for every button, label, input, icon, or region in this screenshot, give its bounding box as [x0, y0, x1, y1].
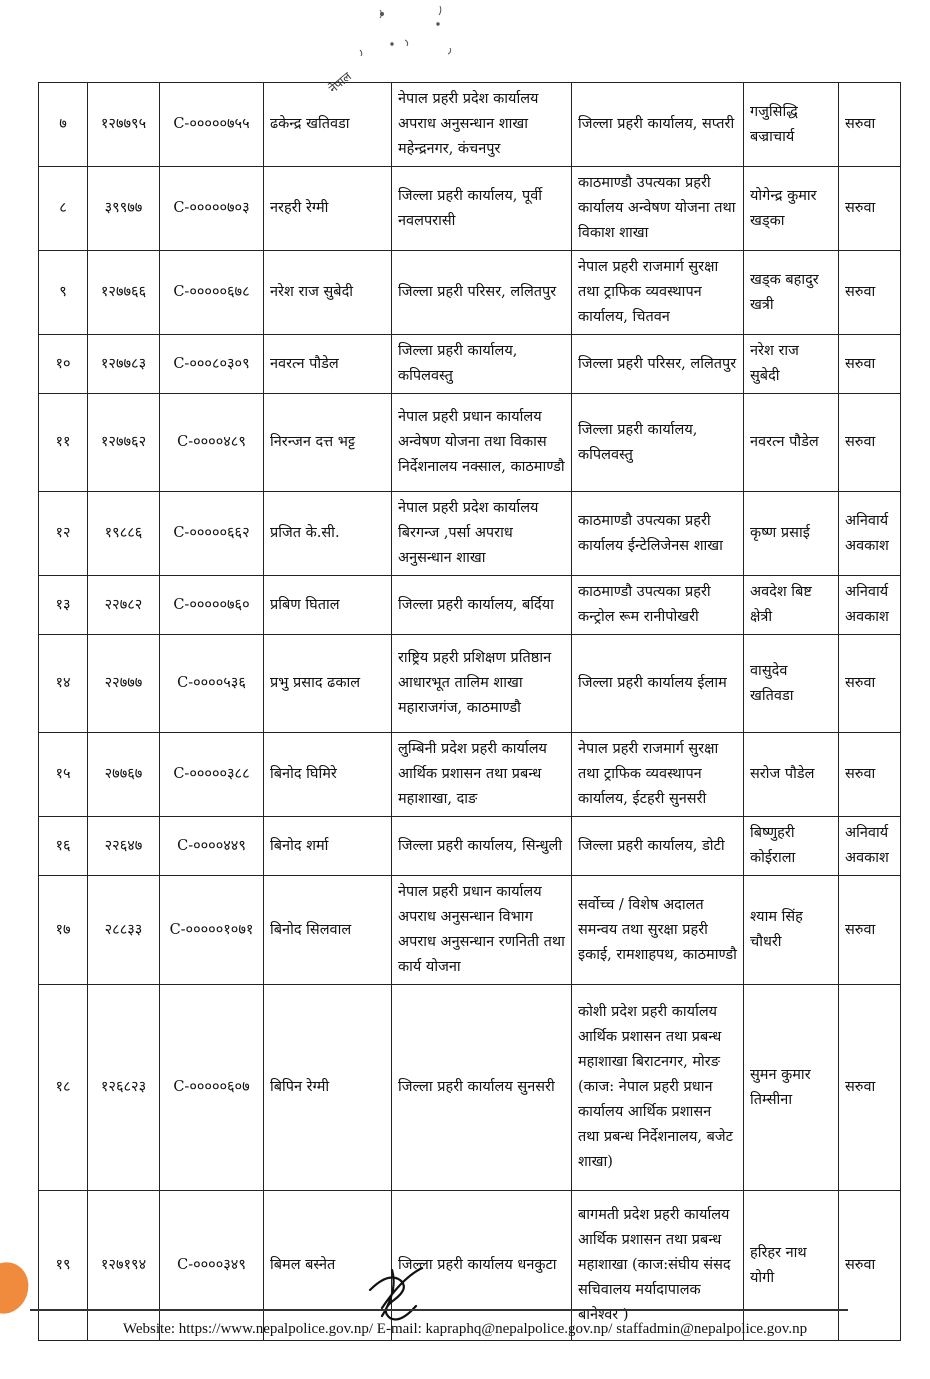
id-number-cell [88, 985, 160, 1191]
code-cell-text: C-००००४८९ [177, 434, 246, 450]
new-office-cell-text: नेपाल प्रहरी राजमार्ग सुरक्षा तथा ट्राफिक व्यवस्थापन कार्यालय, चितवन [578, 259, 719, 325]
new-office-cell [572, 635, 744, 733]
name-cell [264, 83, 392, 167]
status-cell-text: सरुवा [845, 675, 876, 691]
code-cell-text: C-०००००६६२ [173, 525, 250, 541]
replacement-cell-text: नरेश राज सुबेदी [750, 343, 799, 384]
stamp-text: नेपाल [326, 69, 355, 96]
code-cell-text: C-०००००७६० [173, 596, 250, 613]
assignment-note: (काज:संघीय संसद सचिवालय मर्यादापालक बानेश्वर ) [578, 1257, 731, 1323]
status-cell-text: सरुवा [845, 434, 876, 450]
new-office-cell [572, 335, 744, 394]
name-cell-text: प्रबिण घिताल [270, 596, 340, 613]
replacement-cell-text: नवरत्न पौडेल [750, 434, 819, 450]
current-office-cell-text: नेपाल प्रहरी प्रधान कार्यालय अन्वेषण योजना तथा विकास निर्देशनालय नक्साल, काठमाण्डौ [398, 409, 565, 475]
new-office-cell [572, 733, 744, 817]
status-cell [839, 576, 901, 635]
current-office-cell [392, 83, 572, 167]
table-row [39, 733, 901, 817]
name-cell-text: नरहरी रेग्मी [270, 200, 329, 216]
serial-cell-text: १८ [55, 1079, 71, 1095]
current-office-cell-text: जिल्ला प्रहरी कार्यालय, सिन्धुली [398, 837, 563, 854]
serial-cell-text: ८ [59, 200, 67, 216]
id-number-cell-text: २७७६७ [104, 766, 143, 782]
replacement-cell-text: योगेन्द्र कुमार खड्का [750, 187, 817, 229]
id-number-cell [88, 167, 160, 251]
id-number-cell [88, 492, 160, 576]
name-cell-text: प्रभु प्रसाद ढकाल [270, 675, 361, 691]
serial-cell [39, 335, 88, 394]
serial-cell-text: १६ [55, 837, 71, 854]
status-cell-text: सरुवा [845, 766, 876, 782]
table-row [39, 817, 901, 876]
current-office-cell-text: जिल्ला प्रहरी कार्यालय, बर्दिया [398, 596, 554, 613]
status-cell-text: सरुवा [845, 1079, 876, 1095]
code-cell [160, 335, 264, 394]
replacement-cell [744, 83, 839, 167]
status-cell [839, 985, 901, 1191]
status-cell [839, 492, 901, 576]
name-cell [264, 394, 392, 492]
table-row [39, 83, 901, 167]
new-office-cell [572, 492, 744, 576]
id-number-cell-text: ३९९७७ [104, 200, 143, 216]
new-office-cell [572, 167, 744, 251]
name-cell [264, 251, 392, 335]
new-office-cell [572, 576, 744, 635]
id-number-cell [88, 733, 160, 817]
assignment-note: (काज: नेपाल प्रहरी प्रधान कार्यालय आर्थिक प्रशासन तथा प्रबन्ध निर्देशनालय, बजेट शाखा) [578, 1079, 733, 1170]
code-cell-text: C-०००००७०३ [173, 200, 250, 216]
current-office-cell [392, 876, 572, 985]
transfer-table [38, 82, 901, 1341]
name-cell-text: नवरत्न पौडेल [270, 355, 339, 372]
code-cell [160, 733, 264, 817]
code-cell-text: C-०००००६०७ [173, 1079, 250, 1095]
table-row [39, 251, 901, 335]
code-cell [160, 576, 264, 635]
replacement-cell-text: सरोज पौडेल [750, 766, 815, 782]
replacement-cell [744, 335, 839, 394]
current-office-cell-text: जिल्ला प्रहरी कार्यालय सुनसरी [398, 1079, 555, 1095]
serial-cell-text: ११ [55, 434, 71, 450]
replacement-cell-text: अवदेश बिष्ट क्षेत्री [750, 584, 812, 625]
new-office-cell-text: जिल्ला प्रहरी कार्यालय, कपिलवस्तु [578, 421, 698, 463]
current-office-cell-text: जिल्ला प्रहरी कार्यालय धनकुटा [398, 1257, 557, 1273]
status-cell-text: सरुवा [845, 921, 876, 938]
id-number-cell [88, 83, 160, 167]
new-office-cell-text: सर्वोच्च / विशेष अदालत समन्वय तथा सुरक्षा प्रहरी इकाई, रामशाहपथ, काठमाण्डौ [578, 896, 737, 963]
new-office-cell-text: जिल्ला प्रहरी कार्यालय, सप्तरी [578, 116, 735, 132]
serial-cell [39, 733, 88, 817]
replacement-cell [744, 394, 839, 492]
new-office-cell [572, 83, 744, 167]
replacement-cell [744, 492, 839, 576]
serial-cell-text: १७ [55, 921, 71, 938]
id-number-cell [88, 251, 160, 335]
current-office-cell-text: जिल्ला प्रहरी कार्यालय, कपिलवस्तु [398, 343, 518, 384]
new-office-cell [572, 876, 744, 985]
status-cell-text: सरुवा [845, 116, 876, 132]
new-office-cell-text: बागमती प्रदेश प्रहरी कार्यालय आर्थिक प्रशासन तथा प्रबन्ध महाशाखा [578, 1207, 730, 1273]
new-office-cell-text: नेपाल प्रहरी राजमार्ग सुरक्षा तथा ट्राफिक व्यवस्थापन कार्यालय, ईटहरी सुनसरी [578, 741, 719, 807]
replacement-cell [744, 876, 839, 985]
current-office-cell [392, 733, 572, 817]
id-number-cell-text: १२७७८३ [100, 355, 147, 372]
id-number-cell [88, 394, 160, 492]
status-cell-text: अनिवार्य अवकाश [845, 512, 889, 554]
name-cell-text: बिनोद घिमिरे [270, 766, 337, 782]
current-office-cell [392, 492, 572, 576]
id-number-cell [88, 876, 160, 985]
code-cell [160, 492, 264, 576]
name-cell [264, 167, 392, 251]
code-cell-text: C-०००००३८८ [173, 766, 250, 782]
serial-cell [39, 635, 88, 733]
current-office-cell [392, 985, 572, 1191]
id-number-cell [88, 576, 160, 635]
table-row [39, 167, 901, 251]
new-office-cell-text: जिल्ला प्रहरी परिसर, ललितपुर [578, 355, 737, 372]
new-office-cell [572, 1191, 744, 1341]
new-office-cell [572, 394, 744, 492]
name-cell [264, 733, 392, 817]
name-cell-text: बिनोद सिलवाल [270, 921, 352, 938]
id-number-cell-text: १२७७६६ [100, 284, 147, 300]
table-row [39, 876, 901, 985]
code-cell-text: C-०००००६७८ [173, 284, 250, 300]
replacement-cell-text: बिष्णुहरी कोईराला [750, 825, 796, 866]
id-number-cell-text: २२७७७ [104, 675, 143, 691]
serial-cell-text: १९ [55, 1257, 71, 1273]
code-cell [160, 394, 264, 492]
code-cell [160, 167, 264, 251]
code-cell [160, 251, 264, 335]
code-cell [160, 635, 264, 733]
status-cell [839, 876, 901, 985]
name-cell [264, 335, 392, 394]
id-number-cell [88, 817, 160, 876]
current-office-cell-text: नेपाल प्रहरी प्रधान कार्यालय अपराध अनुसन्धान विभाग अपराध अनुसन्धान रणनिती तथा कार्य योजना [398, 884, 565, 975]
serial-cell [39, 394, 88, 492]
replacement-cell [744, 635, 839, 733]
current-office-cell-text: लुम्बिनी प्रदेश प्रहरी कार्यालय आर्थिक प्रशासन तथा प्रबन्ध महाशाखा, दाङ [398, 741, 547, 807]
status-cell-text: सरुवा [845, 355, 876, 372]
current-office-cell [392, 635, 572, 733]
serial-cell-text: १० [55, 355, 71, 372]
serial-cell [39, 251, 88, 335]
name-cell-text: नरेश राज सुबेदी [270, 284, 354, 300]
serial-cell [39, 576, 88, 635]
footer-contact: Website: https://www.nepalpolice.gov.np/ E-mail: kapraphq@nepalpolice.gov.np/ staffadmin@nepalpolice.gov.np [122, 1321, 808, 1337]
replacement-cell-text: वासुदेव खतिवडा [750, 662, 794, 704]
id-number-cell [88, 335, 160, 394]
new-office-cell-text: कोशी प्रदेश प्रहरी कार्यालय आर्थिक प्रशासन तथा प्रबन्ध महाशाखा बिराटनगर, मोरङ [578, 1004, 722, 1070]
name-cell [264, 876, 392, 985]
serial-cell [39, 985, 88, 1191]
name-cell [264, 576, 392, 635]
name-cell-text: ढकेन्द्र खतिवडा [270, 116, 350, 132]
code-cell [160, 1191, 264, 1341]
id-number-cell-text: १२७७६२ [100, 434, 147, 450]
new-office-cell [572, 985, 744, 1191]
status-cell [839, 83, 901, 167]
code-cell [160, 83, 264, 167]
status-cell-text: सरुवा [845, 1257, 876, 1273]
current-office-cell-text: राष्ट्रिय प्रहरी प्रशिक्षण प्रतिष्ठान आधारभूत तालिम शाखा महाराजगंज, काठमाण्डौ [398, 650, 552, 716]
replacement-cell [744, 733, 839, 817]
status-cell [839, 167, 901, 251]
status-cell-text: सरुवा [845, 284, 876, 300]
footer-rule [30, 1309, 848, 1311]
replacement-cell [744, 1191, 839, 1341]
replacement-cell-text: गजुसिद्धि बज्राचार्य [750, 103, 798, 145]
id-number-cell-text: १२६८२३ [100, 1079, 147, 1095]
name-cell-text: बिनोद शर्मा [270, 837, 329, 854]
table-row [39, 492, 901, 576]
replacement-cell [744, 251, 839, 335]
id-number-cell [88, 1191, 160, 1341]
new-office-cell [572, 817, 744, 876]
id-number-cell [88, 635, 160, 733]
status-cell [839, 394, 901, 492]
table-row [39, 335, 901, 394]
current-office-cell-text: जिल्ला प्रहरी कार्यालय, पूर्वी नवलपरासी [398, 187, 543, 229]
replacement-cell [744, 576, 839, 635]
serial-cell-text: ९ [59, 284, 67, 300]
current-office-cell [392, 576, 572, 635]
serial-cell-text: १४ [55, 675, 71, 691]
current-office-cell [392, 335, 572, 394]
status-cell [839, 335, 901, 394]
status-cell [839, 817, 901, 876]
signature-mark [362, 1260, 432, 1322]
status-cell-text: अनिवार्य अवकाश [845, 825, 889, 866]
replacement-cell-text: कृष्ण प्रसाई [750, 525, 810, 541]
table-row [39, 1191, 901, 1341]
code-cell-text: C-०००००७५५ [173, 116, 250, 132]
serial-cell-text: १३ [55, 596, 71, 613]
code-cell-text: C-००००५३६ [177, 675, 246, 691]
new-office-cell-text: काठमाण्डौ उपत्यका प्रहरी कार्यालय अन्वेषण योजना तथा विकाश शाखा [578, 175, 736, 241]
name-cell [264, 635, 392, 733]
current-office-cell [392, 167, 572, 251]
code-cell-text: C-०००००१०७१ [169, 921, 254, 938]
code-cell-text: C-०००८०३०९ [173, 355, 250, 372]
serial-cell [39, 876, 88, 985]
id-number-cell-text: २२६४७ [104, 837, 143, 854]
table-row [39, 576, 901, 635]
id-number-cell-text: २८८३३ [104, 921, 143, 938]
name-cell-text: बिमल बस्नेत [270, 1257, 336, 1273]
status-cell-text: सरुवा [845, 200, 876, 216]
table-row [39, 985, 901, 1191]
replacement-cell [744, 985, 839, 1191]
current-office-cell-text: जिल्ला प्रहरी परिसर, ललितपुर [398, 284, 557, 300]
code-cell [160, 985, 264, 1191]
name-cell [264, 492, 392, 576]
id-number-cell-text: २२७८२ [104, 596, 143, 613]
status-cell [839, 635, 901, 733]
new-office-cell-text: जिल्ला प्रहरी कार्यालय, डोटी [578, 837, 725, 854]
replacement-cell [744, 817, 839, 876]
serial-cell-text: ७ [59, 116, 67, 132]
current-office-cell [392, 251, 572, 335]
replacement-cell-text: खड्क बहादुर खत्री [750, 271, 819, 313]
serial-cell [39, 492, 88, 576]
table-row [39, 394, 901, 492]
code-cell [160, 876, 264, 985]
name-cell-text: बिपिन रेग्मी [270, 1079, 330, 1095]
status-cell [839, 251, 901, 335]
code-cell-text: C-००००४४९ [177, 837, 246, 854]
replacement-cell [744, 167, 839, 251]
new-office-cell-text: जिल्ला प्रहरी कार्यालय ईलाम [578, 675, 727, 691]
replacement-cell-text: श्याम सिंह चौधरी [750, 909, 803, 950]
new-office-cell-text: काठमाण्डौ उपत्यका प्रहरी कार्यालय ईन्टेलिजेनस शाखा [578, 512, 723, 554]
status-cell [839, 1191, 901, 1341]
code-cell [160, 817, 264, 876]
code-cell-text: C-००००३४९ [177, 1257, 246, 1273]
serial-cell-text: १२ [55, 525, 71, 541]
current-office-cell-text: नेपाल प्रहरी प्रदेश कार्यालय बिरगन्ज ,पर्सा अपराध अनुसन्धान शाखा [398, 500, 539, 566]
current-office-cell [392, 817, 572, 876]
new-office-cell [572, 251, 744, 335]
id-number-cell-text: १२७१९४ [100, 1257, 147, 1273]
serial-cell [39, 817, 88, 876]
replacement-cell-text: सुमन कुमार तिम्सीना [750, 1066, 811, 1108]
serial-cell [39, 1191, 88, 1341]
status-cell-text: अनिवार्य अवकाश [845, 584, 889, 625]
current-office-cell [392, 394, 572, 492]
replacement-cell-text: हरिहर नाथ योगी [750, 1244, 807, 1286]
status-cell [839, 733, 901, 817]
name-cell-text: प्रजित के.सी. [270, 525, 340, 541]
new-office-cell-text: काठमाण्डौ उपत्यका प्रहरी कन्ट्रोल रूम रानीपोखरी [578, 584, 711, 625]
name-cell-text: निरन्जन दत्त भट्ट [270, 434, 356, 450]
name-cell [264, 817, 392, 876]
id-number-cell-text: १२७७९५ [100, 116, 147, 132]
id-number-cell-text: १९८८६ [104, 525, 143, 541]
serial-cell [39, 167, 88, 251]
name-cell [264, 985, 392, 1191]
table-row [39, 635, 901, 733]
current-office-cell-text: नेपाल प्रहरी प्रदेश कार्यालय अपराध अनुसन्धान शाखा महेन्द्रनगर, कंचनपुर [398, 91, 539, 157]
serial-cell [39, 83, 88, 167]
serial-cell-text: १५ [55, 766, 71, 782]
